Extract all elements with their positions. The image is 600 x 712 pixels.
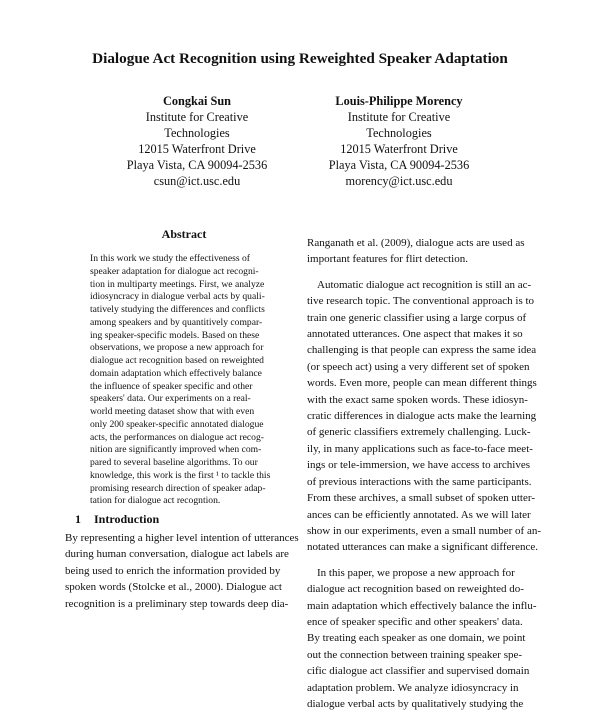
author-address-line: 12015 Waterfront Drive (340, 142, 458, 156)
paragraph (307, 565, 535, 712)
author-address-line: Playa Vista, CA 90094-2536 (126, 158, 268, 172)
abstract-line: nition are significantly improved when com- (90, 444, 262, 456)
abstract-line: tatively studying the differences and conflicts (90, 304, 265, 315)
body-text-line: By treating each speaker as one domain, we point (307, 632, 526, 645)
body-text-line: cratic differences in dialogue acts make the learning (307, 410, 537, 423)
right-column-text (307, 235, 541, 712)
body-text-line: spoken words (Stolcke et al., 2000). Dialogue act (65, 581, 282, 594)
author-email: morency@ict.usc.edu (345, 174, 453, 188)
body-text-line: words. Even more, people can mean different things (307, 377, 537, 390)
section-number: 1 (75, 512, 81, 526)
abstract-line: tation for dialogue act recogntion. (90, 495, 221, 507)
body-text-line: tive research topic. The conventional approach is to (307, 295, 535, 308)
body-text-line: train one generic classifier using a large corpus of (307, 311, 527, 324)
author-affiliation-line: Technologies (366, 126, 432, 140)
body-text-line: of generic classifiers extremely challenging. Luck- (307, 426, 531, 439)
abstract-line: ing speaker-specific models. Based on these (90, 329, 260, 341)
abstract-line: dialogue act recognition based on reweighted (90, 355, 264, 366)
paragraph-gap (307, 268, 535, 277)
paragraph (307, 235, 535, 268)
abstract-line: idiosyncracy in dialogue verbal acts by quali- (90, 291, 265, 303)
abstract-line: the influence of speaker specific and other (90, 380, 253, 392)
body-text-line: of previous interactions with the same participants. (307, 475, 532, 488)
author-block-morency (289, 93, 509, 189)
author-affiliation-line: Institute for Creative (347, 110, 451, 124)
body-text-line: From these archives, a small subset of spoken utter- (307, 492, 535, 505)
author-address-line: Playa Vista, CA 90094-2536 (328, 158, 470, 172)
body-text-line: In this paper, we propose a new approach for (317, 566, 515, 579)
abstract-line: In this work we study the effectiveness of (90, 253, 250, 264)
paper-title: Dialogue Act Recognition using Reweighted Speaker Adaptation (92, 50, 508, 67)
abstract-line: among speakers and by quantitively compar- (90, 316, 263, 328)
abstract-line: acts, the performances on dialogue act recog- (90, 431, 264, 443)
abstract-line: only 200 speaker-specific annotated dialogue (90, 418, 264, 430)
body-text-line: important features for flirt detection. (307, 253, 468, 266)
body-text-line: challenging is that people can express the same idea (307, 344, 537, 357)
body-text-line: By representing a higher level intention of utterances (65, 532, 299, 544)
body-text-line: recognition is a preliminary step towards deep dia- (65, 597, 289, 610)
body-text-line: ings or tele-immersion, we have access to archives (307, 459, 530, 472)
author-affiliation-line: Technologies (164, 126, 230, 140)
abstract-line: tion in multiparty meetings. First, we analyze (90, 278, 265, 290)
abstract-line: domain adaptation which effectively balance (90, 367, 262, 379)
author-name: Louis-Philippe Morency (335, 94, 463, 108)
body-text-line: dialogue act recognition based on reweighted do- (307, 583, 524, 596)
abstract-line: speaker adaptation for dialogue act recogni- (90, 265, 259, 277)
author-address-line: 12015 Waterfront Drive (138, 142, 256, 156)
body-text-line: Ranganath et al. (2009), dialogue acts are used as (307, 237, 525, 249)
author-name: Congkai Sun (162, 94, 231, 108)
abstract-line: pared to several baseline algorithms. To our (90, 457, 258, 468)
body-text-line: being used to enrich the information provided by (65, 564, 281, 577)
abstract-text (90, 253, 290, 508)
body-text-line: during human conversation, dialogue act labels are (65, 548, 289, 561)
abstract-heading: Abstract (161, 227, 207, 241)
body-text-line: annotated utterances. One aspect that makes it so (307, 328, 523, 341)
abstract-line: promising research direction of speaker adap- (90, 482, 266, 494)
author-affiliation-line: Institute for Creative (145, 110, 249, 124)
body-text-line: dialogue verbal acts by qualitatively studying the (307, 697, 524, 710)
abstract-line: observations, we propose a new approach for (90, 342, 264, 354)
body-text-line: ence of speaker specific and other speakers' data. (307, 615, 523, 628)
body-text-line: ances can be efficiently annotated. As we will later (307, 508, 531, 521)
author-email: csun@ict.usc.edu (153, 174, 241, 188)
body-text-line: notated utterances can make a significant difference. (307, 541, 538, 554)
body-text-line: with the exact same spoken words. These idiosyn- (307, 393, 528, 406)
paragraph-gap (307, 556, 535, 565)
author-block-sun (87, 93, 307, 189)
body-text-line: Automatic dialogue act recognition is still an ac- (317, 278, 532, 291)
body-text-line: (or speech act) using a very different set of spoken (307, 360, 530, 373)
section-heading-introduction (75, 512, 159, 527)
body-text-line: main adaptation which effectively balance the influ- (307, 599, 537, 612)
abstract-line: world meeting dataset show that with even (90, 406, 255, 417)
body-text-line: ily, in many applications such as face-to-face meet- (307, 442, 533, 455)
paragraph (307, 277, 541, 556)
body-text-line: out the connection between training speaker spe- (307, 648, 523, 661)
abstract-line: knowledge, this work is the first ¹ to tackle this (90, 469, 271, 481)
section-title: Introduction (94, 512, 160, 526)
body-text-line: show in our experiments, even a small number of an- (307, 524, 541, 537)
body-text-line: cific dialogue act classifier and supervised domain (307, 665, 530, 678)
abstract-line: speakers' data. Our experiments on a real- (90, 393, 251, 405)
body-text-line: adaptation problem. We analyze idiosyncracy in (307, 681, 519, 694)
